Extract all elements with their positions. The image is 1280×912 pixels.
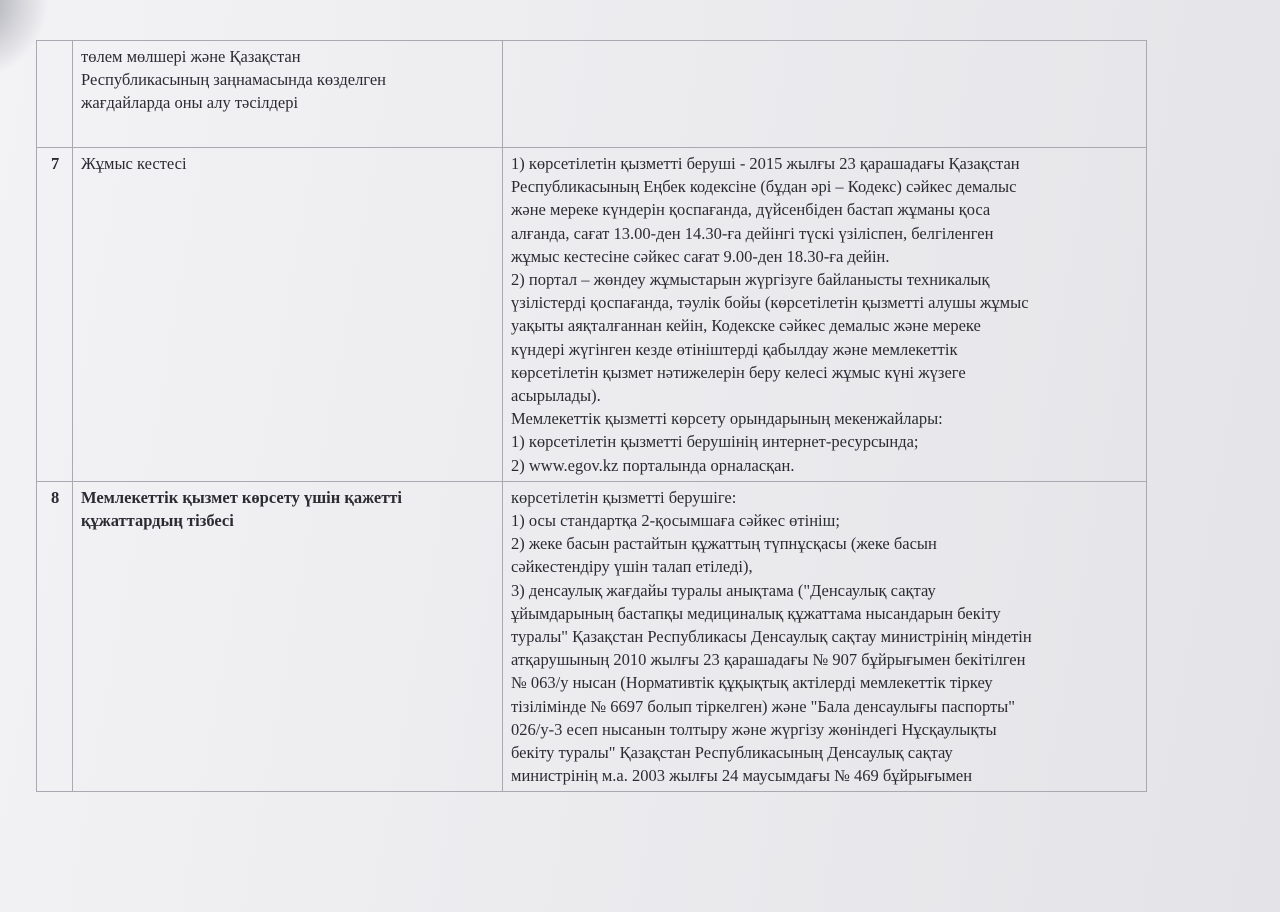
row-name-line: Жұмыс кестесі <box>81 154 187 173</box>
row-value-line: 2) портал – жөндеу жұмыстарын жүргізуге байланысты техникалық <box>511 270 990 290</box>
row-name-line: құжаттардың тізбесі <box>81 511 234 531</box>
row-value-line: ұйымдарының бастапқы медициналық құжаттама нысандарын бекіту <box>511 603 1001 623</box>
row-value-line: күндері жүгінген кезде өтініштерді қабылдау және мемлекеттік <box>511 339 958 359</box>
row-number: 8 <box>37 481 73 792</box>
row-value-line: және мереке күндерін қоспағанда, дүйсенбіден бастап жұманы қоса <box>511 200 991 220</box>
row-value-line: асырылады). <box>511 386 601 406</box>
row-name <box>73 481 503 792</box>
row-value-line: 1) осы стандартқа 2-қосымшаға сәйкес өтініш; <box>511 511 840 531</box>
row-name-line: төлем мөлшері және Қазақстан <box>81 47 301 66</box>
row-number <box>37 41 73 148</box>
row-value-line: көрсетілетін қызметті берушіге: <box>511 487 737 507</box>
row-name <box>73 41 503 148</box>
row-value <box>503 148 1147 482</box>
row-value-line: сәйкестендіру үшін талап етіледі), <box>511 557 753 577</box>
row-value-line: Республикасының Еңбек кодексіне (бұдан әрі – Кодекс) сәйкес демалыс <box>511 177 1017 197</box>
row-number: 7 <box>37 148 73 482</box>
row-value-line: туралы" Қазақстан Республикасы Денсаулық сақтау министрінің міндетін <box>511 627 1032 647</box>
row-value-line: 026/у-3 есеп нысанын толтыру және жүргізу жөніндегі Нұсқаулықты <box>511 719 997 739</box>
row-name-line: Мемлекеттік қызмет көрсету үшін қажетті <box>81 487 402 507</box>
row-value-line: № 063/у нысан (Нормативтік құқықтық актілерді мемлекеттік тіркеу <box>511 673 993 693</box>
row-value-line: министрінің м.а. 2003 жылғы 24 маусымдағы № 469 бұйрығымен <box>511 766 973 786</box>
row-value-line: 2) жеке басын растайтын құжаттың түпнұсқасы (жеке басын <box>511 534 937 554</box>
row-name-line: жағдайларда оны алу тәсілдері <box>81 93 299 113</box>
table-row <box>37 41 1147 148</box>
row-value-line: бекіту туралы" Қазақстан Республикасының Денсаулық сақтау <box>511 743 953 763</box>
row-value-line: алғанда, сағат 13.00-ден 14.30-ға дейінгі түскі үзіліспен, белгіленген <box>511 223 994 243</box>
row-value <box>503 41 1147 148</box>
table-row <box>37 481 1147 792</box>
row-value-line: тізілімінде № 6697 болып тіркелген) және "Бала денсаулығы паспорты" <box>511 696 1016 716</box>
row-value-line: көрсетілетін қызмет нәтижелерін беру келесі жұмыс күні жүзеге <box>511 362 966 382</box>
row-value-line: 1) көрсетілетін қызметті берушінің интернет-ресурсында; <box>511 432 919 452</box>
row-value-line: 3) денсаулық жағдайы туралы анықтама ("Денсаулық сақтау <box>511 580 936 600</box>
row-value <box>503 481 1147 792</box>
row-value-line: атқарушының 2010 жылғы 23 қарашадағы № 907 бұйрығымен бекітілген <box>511 650 1026 670</box>
table-row <box>37 148 1147 482</box>
row-name <box>73 148 503 482</box>
row-value-line: 1) көрсетілетін қызметті беруші - 2015 жылғы 23 қарашадағы Қазақстан <box>511 154 1020 173</box>
row-name-line: Республикасының заңнамасында көзделген <box>81 70 387 90</box>
row-value-line: Мемлекеттік қызметті көрсету орындарының мекенжайлары: <box>511 409 943 429</box>
row-value-line: уақыты аяқталғаннан кейін, Кодекске сәйкес демалыс және мереке <box>511 316 981 336</box>
row-value-line: жұмыс кестесіне сәйкес сағат 9.00-ден 18.30-ға дейін. <box>511 246 890 266</box>
service-standard-table <box>36 40 1147 792</box>
row-value-line: үзілістерді қоспағанда, тәулік бойы (көрсетілетін қызметті алушы жұмыс <box>511 293 1029 313</box>
row-value-line: 2) www.egov.kz порталында орналасқан. <box>511 455 795 475</box>
